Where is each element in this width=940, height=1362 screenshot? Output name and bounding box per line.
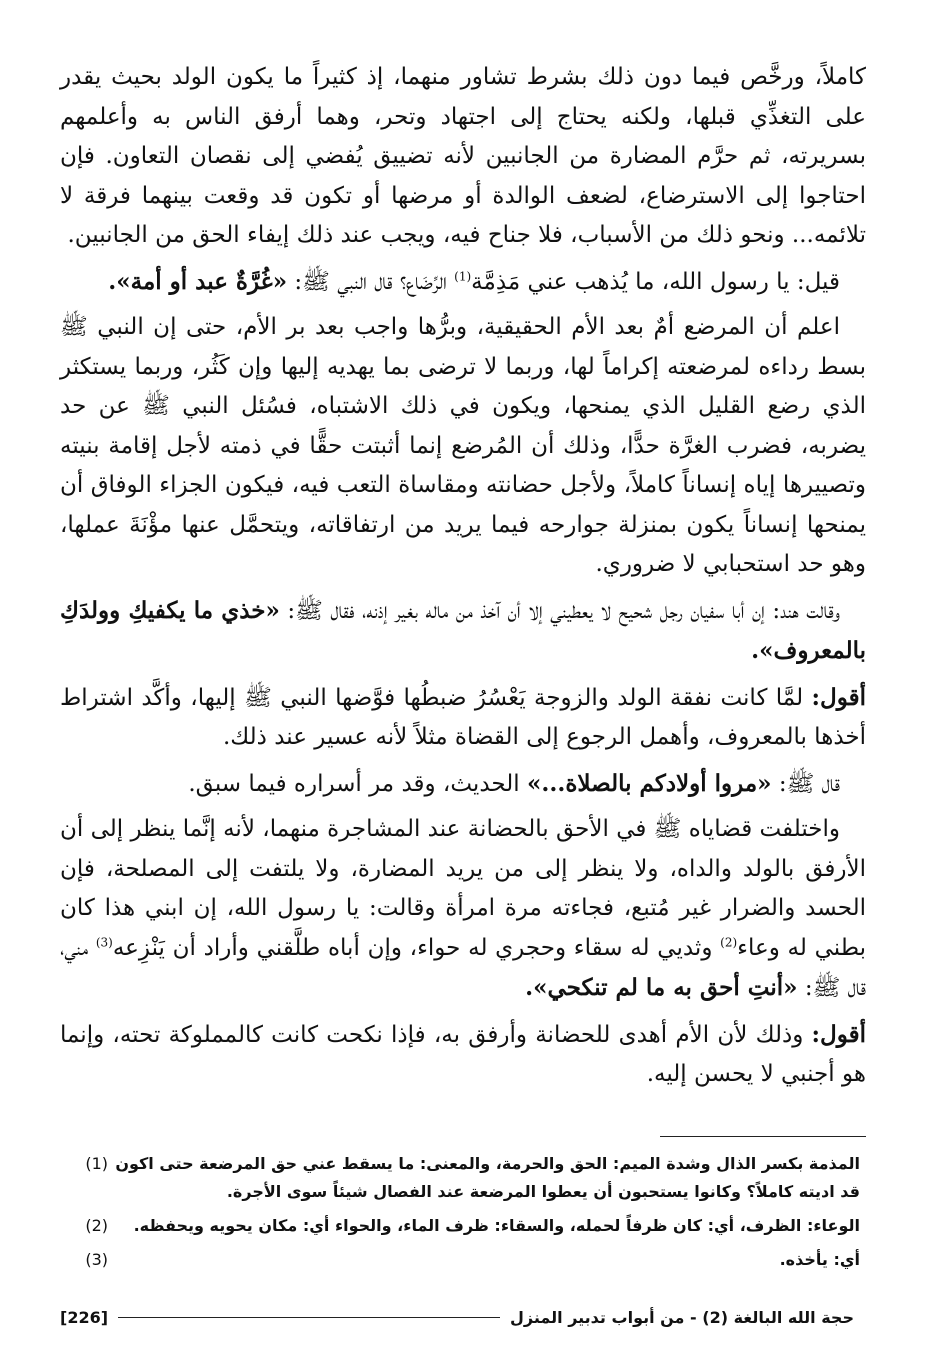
hadith-question: قيل: يا رسول الله، ما يُذهب عني مَذِمَّة <box>471 268 840 295</box>
running-title: حجة الله البالغة (2) - من أبواب تدبير المنزل <box>510 1307 854 1327</box>
footnotes-divider <box>660 1136 866 1137</box>
hind-reply-intro: فقال ﷺ: <box>279 597 355 624</box>
footnotes <box>60 1150 860 1280</box>
hadith-hind <box>60 591 866 672</box>
commentary-text: وذلك لأن الأم أهدى للحضانة وأرفق به، فإذا نكحت كانت كالمملوكة تحته، وإنما هو أجنبي لا يحسن إليه. <box>60 1021 866 1087</box>
hadith-prayer-intro: قال ﷺ: <box>771 770 840 797</box>
custody-text: واختلفت قضاياه ﷺ في الأحق بالحضانة عند المشاجرة منهما، لأنه إنَّما ينظر إلى أن الأرفق بالولد والداه، ولا ينظر إلى من يريد المضارة، ولا يلتفت إلى المصلحة، فإن الحسد والضرار غير مُتبع، فجاءته مرة امرأة وقالت: يا رسول الله، إن ابني هذا كان بطني له وعاء <box>60 816 866 961</box>
commentary-text: لمَّا كانت نفقة الولد والزوجة يَعْسُرُ ضبطُها فوَّضها النبي ﷺ إليها، وأكَّد اشتراط أخذها بالمعروف، وأهمل الرجوع إلى القضاة مثلاً لأنه عسير عند ذلك. <box>60 684 866 750</box>
page-footer <box>60 1302 854 1332</box>
footnote-text: الوعاء: الظرف، أي: كان ظرفاً لحمله، والسقاء: ظرف الماء، والحواء أي: مكان يحويه ويحفظه. <box>133 1216 860 1235</box>
hind-text: وقالت هند: إن أبا سفيان رجل شحيح لا يعطيني إلا أن آخذ من ماله بغير إذنه، <box>362 597 841 624</box>
hadith-question-cont: الرِّضَاع؟ قال النبي ﷺ: <box>287 268 455 295</box>
footnote-text: أي: يأخذه. <box>779 1250 860 1269</box>
paragraph-wet-nurse: اعلم أن المرضع أمٌ بعد الأم الحقيقية، وبرُّها واجب بعد بر الأم، حتى إن النبي ﷺ بسط رداءه لمرضعته إكراماً لها، وربما لا ترضى بما يهديه إليها وإن كَثُر، وربما يستكثر الذي رضع القليل الذي يمنحها، ويكون في ذلك الاشتباه، فسُئل النبي ﷺ عن حد يضربه، فضرب الغرَّة حدًّا، وذلك أن المُرضع إنما أثبتت حقًّا في ذمته لأجل إقامة بنيته وتصييرها إياه إنساناً كاملاً، ولأجل حضانته ومقاساة التعب فيه، فيكون الجزاء الوفاق أن يمنحها إنساناً يكون بمنزلة جوارحه فيما يريد من ارتفاقاته، ويتحمَّل عنها مؤْنَةَ عملها، وهو حد استحبابي لا ضروري. <box>60 314 866 577</box>
footnote-ref-3: (3) <box>95 934 113 949</box>
commentary-label: أقول: <box>811 683 866 711</box>
paragraph-weaning: كاملاً، ورخَّص فيما دون ذلك بشرط تشاور منهما، إذ كثيراً ما يكون الولد بحيث يقدر على التغذِّي قبلها، ولكنه يحتاج إلى اجتهاد وتحر، وهما أرفق الناس به وأعلمهم بسريرته، ثم حرَّم المضارة من الجانبين لأنه تضييق يُفضي إلى نقصان التعاون. فإن احتاجوا إلى الاسترضاع، لضعف الوالدة أو مرضها أو تكون قد وقعت بينهما فرقة لا تلائمه... ونحو ذلك من الأسباب، فلا جناح فيه، ويجب عند ذلك إيفاء الحق من الجانبين. <box>60 64 866 248</box>
custody-quote: «أنتِ أحق به ما لم تنكحي». <box>525 974 798 1001</box>
footnote-text: المذمة بكسر الذال وشدة الميم: الحق والحرمة، والمعنى: ما يسقط عني حق المرضعة حتى اكون قد اديته كاملاً؟ وكانوا يستحبون أن يعطوا المرضعة عند الفصال شيئاً سوى الأجرة. <box>115 1154 860 1201</box>
hadith-prayer-note: الحديث، وقد مر أسراره فيما سبق. <box>188 770 527 797</box>
commentary-maintenance <box>60 678 866 758</box>
footnote-ref-1: (1) <box>454 268 472 283</box>
footnote-number: (1) <box>85 1154 108 1173</box>
hadith-answer: «غُرَّةٌ عبد أو أمة». <box>108 267 288 295</box>
commentary-label: أقول: <box>811 1020 866 1048</box>
footnote-number: (3) <box>85 1250 108 1269</box>
footnote-item <box>60 1246 860 1274</box>
paragraph-custody <box>60 810 866 1009</box>
page-body <box>60 58 866 1101</box>
custody-text-end: مني، قال ﷺ: <box>60 934 866 1001</box>
footnote-ref-2: (2) <box>720 934 738 949</box>
footer-rule <box>118 1317 500 1318</box>
footnote-number: (2) <box>85 1216 108 1235</box>
commentary-custody <box>60 1015 866 1095</box>
custody-text-cont: وثديي له سقاء وحجري له حواء، وإن أباه طلَّقني وأراد أن يَنْزِعه <box>112 934 721 961</box>
hind-reply-quote: «خذي ما يكفيكِ وولدَكِ بالمعروف». <box>60 596 866 664</box>
footnote-item <box>60 1212 860 1240</box>
hadith-prayer <box>60 764 866 805</box>
hadith-prayer-quote: «مروا أولادكم بالصلاة...» <box>526 769 772 797</box>
footnote-item <box>60 1150 860 1206</box>
hadith-nursing-due <box>60 262 866 303</box>
page-number: [226] <box>60 1307 109 1327</box>
